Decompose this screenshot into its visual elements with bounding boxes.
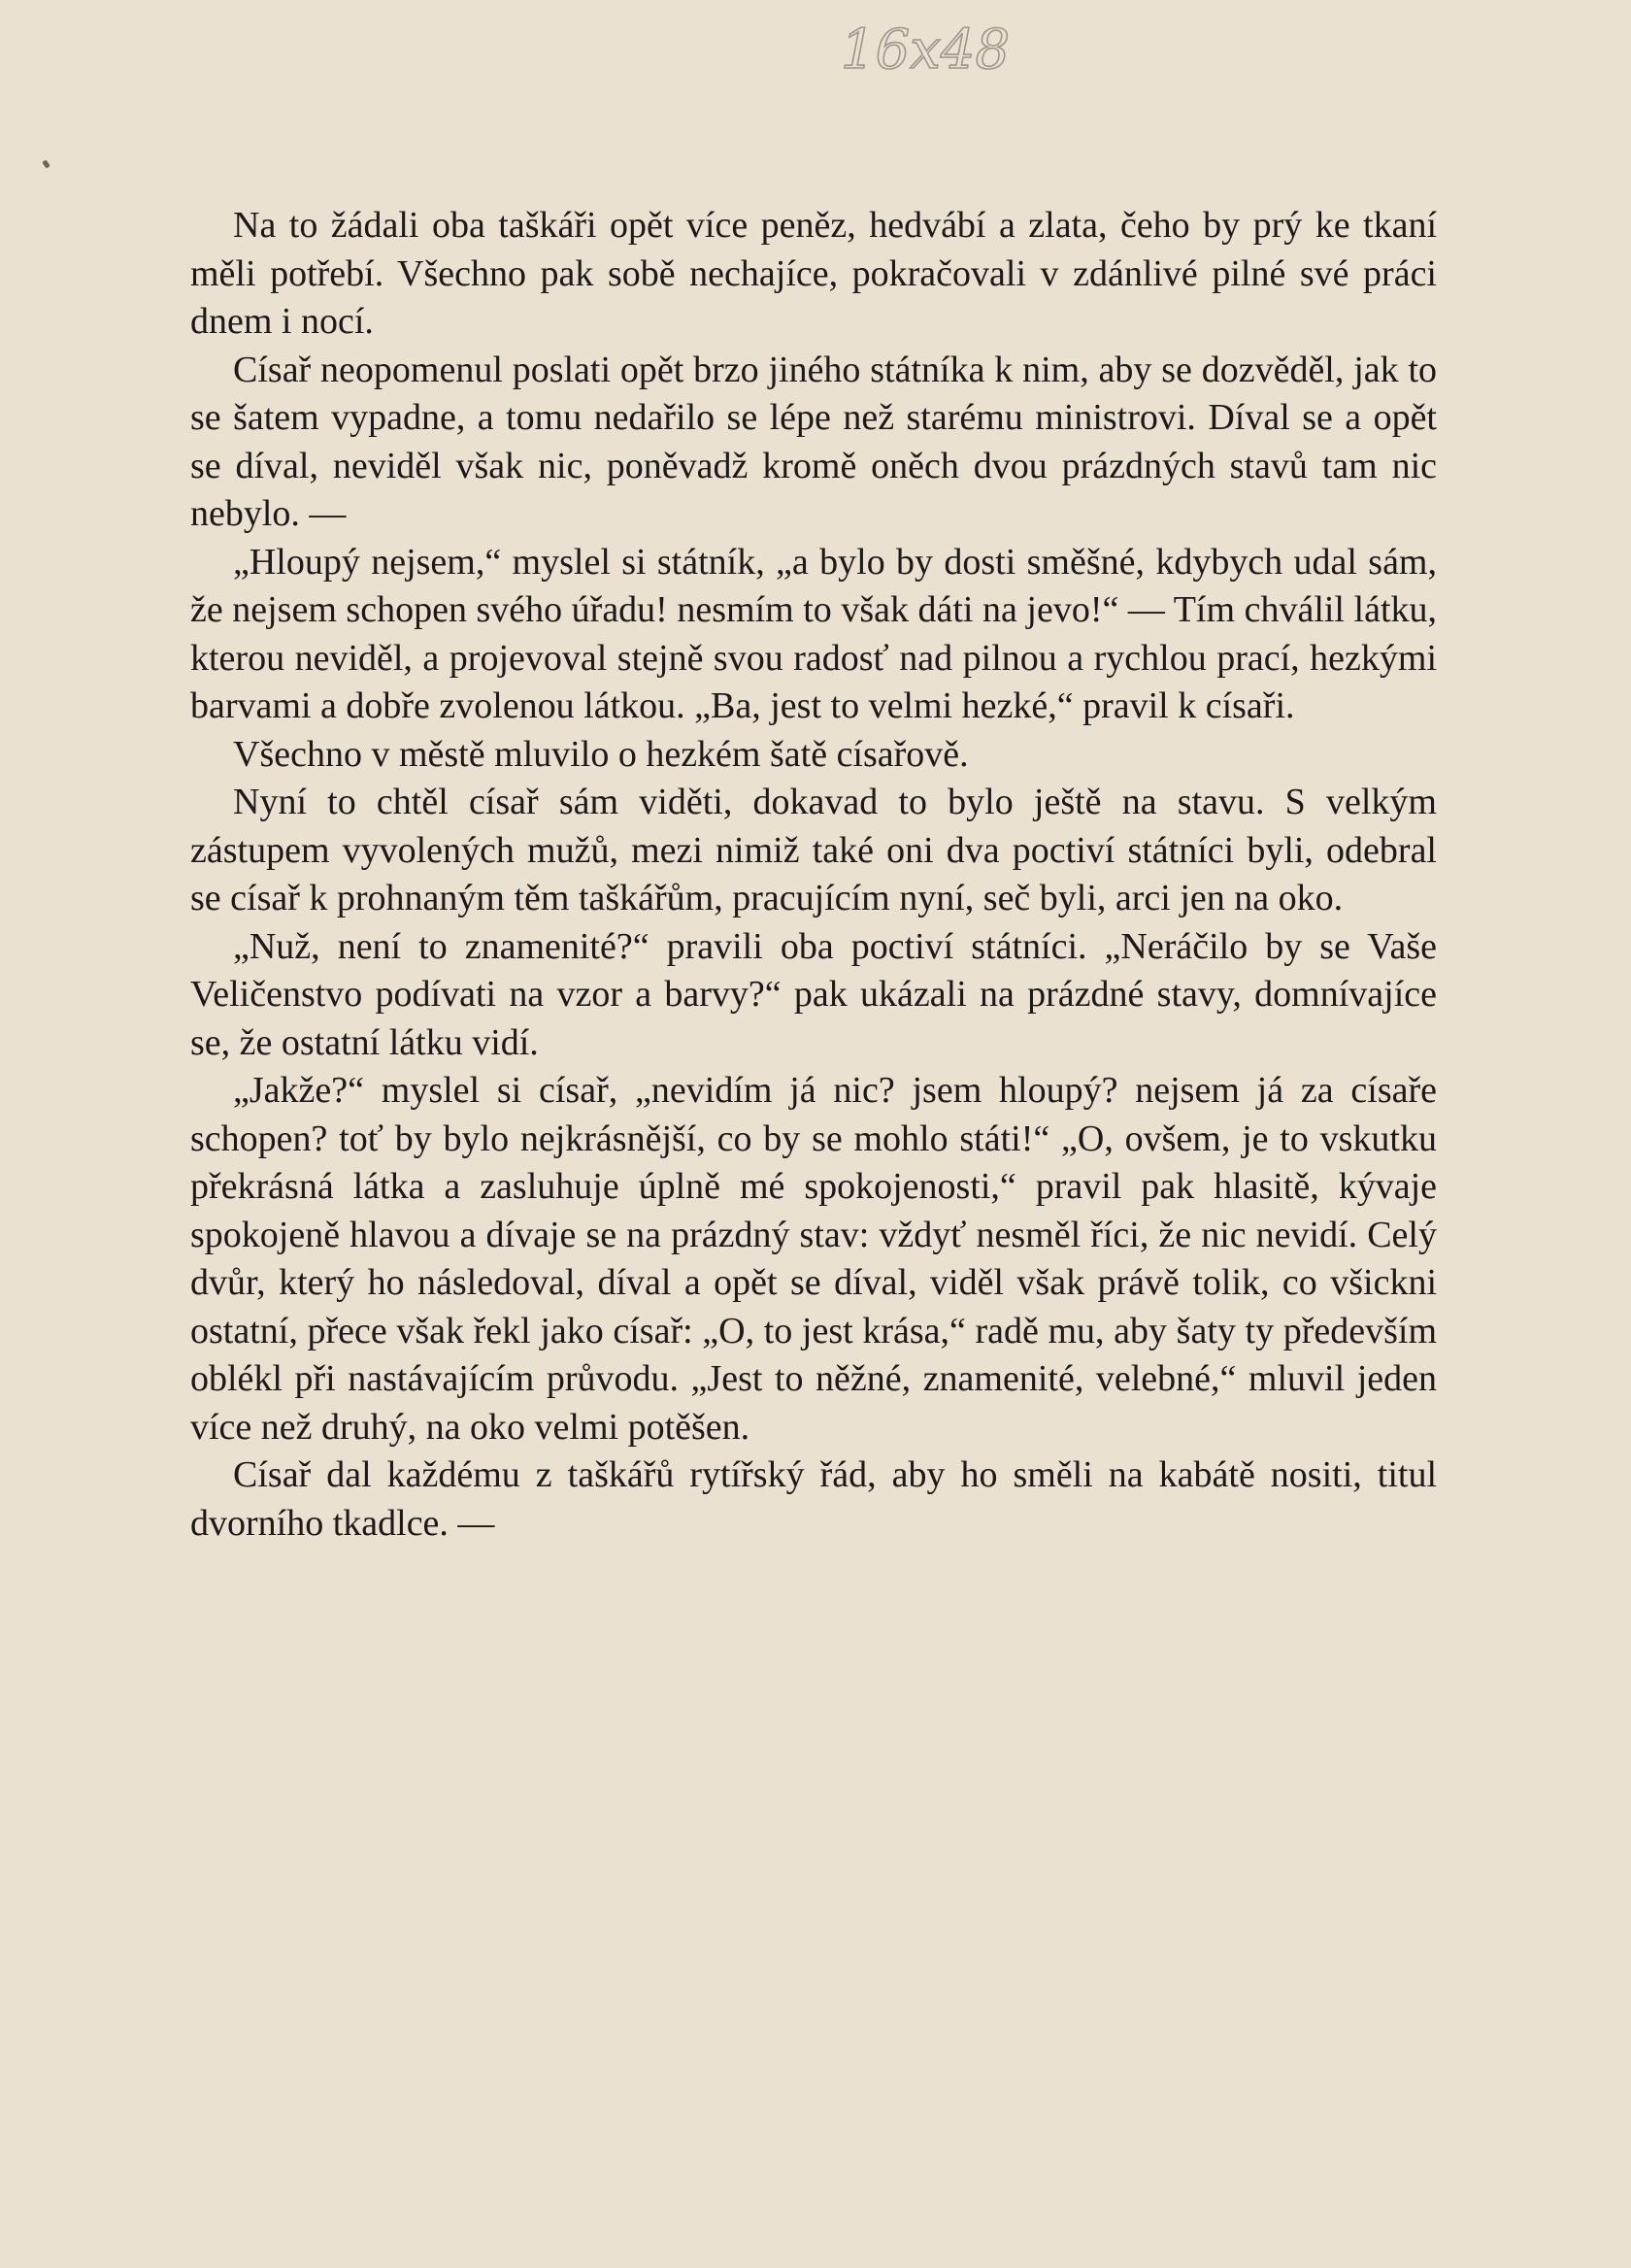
paragraph: „Hloupý nejsem,“ myslel si státník, „a bylo by dosti směšné, kdybych udal sám, že nejsem schopen svého úřadu! nesmím to však dáti na jevo!“ — Tím chválil látku, kterou neviděl, a projevoval stejně svou radosť nad pilnou a rychlou prací, hezkými barvami a dobře zvolenou látkou. „Ba, jest to velmi hezké,“ pravil k císaři.: [190, 541, 1437, 726]
paragraph: „Nuž, není to znamenité?“ pravili oba poctiví státníci. „Neráčilo by se Vaše Veličenstvo podívati na vzor a barvy?“ pak ukázali na prázdné stavy, domnívajíce se, že ostatní látku vidí.: [190, 925, 1437, 1063]
paragraph: Císař neopomenul poslati opět brzo jiného státníka k nim, aby se dozvěděl, jak to se šatem vypadne, a tomu nedařilo se lépe než starému ministrovi. Díval se a opět se díval, neviděl však nic, poněvadž kromě oněch dvou prázdných stavů tam nic nebylo. —: [190, 349, 1437, 534]
svg-text:16x48: 16x48: [841, 18, 1011, 82]
body-text: [190, 202, 1437, 1548]
paper-speck: [42, 159, 50, 168]
pencil-annotation: [837, 6, 1021, 93]
paragraph: Všechno v městě mluvilo o hezkém šatě císařově.: [233, 733, 969, 775]
paragraph: „Jakže?“ myslel si císař, „nevidím já nic? jsem hloupý? nejsem já za císaře schopen? toť by bylo nejkrásnější, co by se mohlo státi!“ „O, ovšem, je to vskutku překrásná látka a zasluhuje úplně mé spokojenosti,“ pravil pak hlasitě, kývaje spokojeně hlavou a dívaje se na prázdný stav: vždyť nesměl říci, že nic nevidí. Celý dvůr, který ho následoval, díval a opět se díval, viděl však právě tolik, co všickni ostatní, přece však řekl jako císař: „O, to jest krása,“ radě mu, aby šaty ty především oblékl při nastávajícím průvodu. „Jest to něžné, znamenité, velebné,“ mluvil jeden více než druhý, na oko velmi potěšen.: [190, 1070, 1437, 1448]
paragraph: Na to žádali oba taškáři opět více peněz, hedvábí a zlata, čeho by prý ke tkaní měli potřebí. Všechno pak sobě nechajíce, pokračovali v zdánlivé pilné své práci dnem i nocí.: [190, 205, 1437, 342]
paragraph: Nyní to chtěl císař sám viděti, dokavad to bylo ještě na stavu. S velkým zástupem vyvolených mužů, mezi nimiž také oni dva poctiví státníci byli, odebral se císař k prohnaným těm taškářům, pracujícím nyní, seč byli, arci jen na oko.: [190, 782, 1437, 918]
paragraph: Císař dal každému z taškářů rytířský řád, aby ho směli na kabátě nositi, titul dvorního tkadlce. —: [190, 1454, 1437, 1544]
